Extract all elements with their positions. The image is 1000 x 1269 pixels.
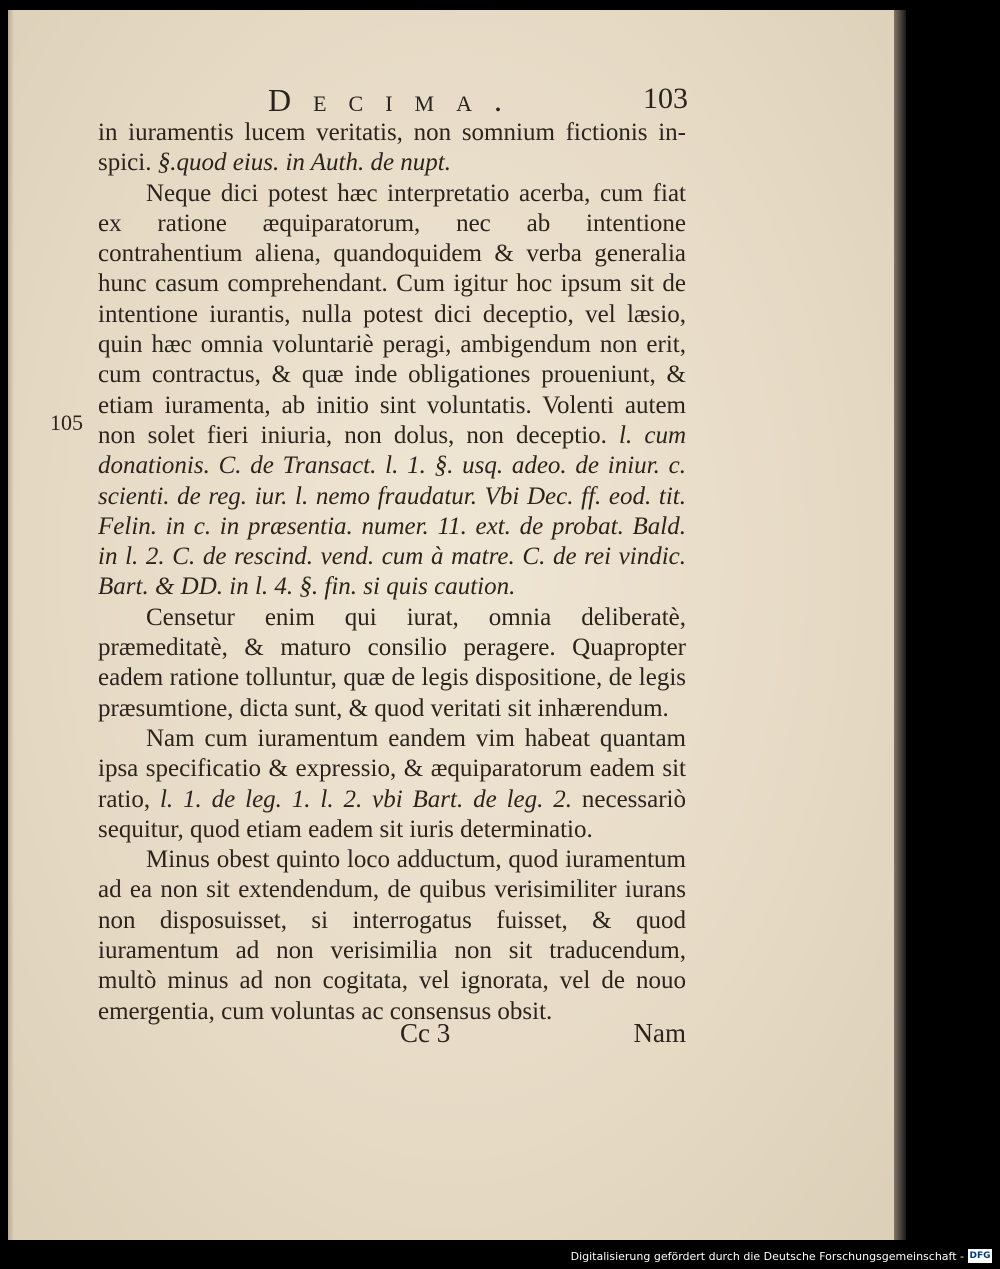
signature-mark: Cc 3 [400, 1018, 451, 1048]
digitization-credit: Digitalisierung gefördert durch die Deutsche Forschungsgemeinschaft - [570, 1250, 964, 1263]
paragraph-2-text: Neque dici potest hæc interpretatio acerba, cum fiat ex ratione æquiparatorum, nec ab intentione contrahentium aliena, quandoquidem & verba generalia hunc casum comprehendant. Cum igitur hoc ipsum sit de intentione iurantis, nulla potest dici deceptio, vel læsio, quin hæc omnia voluntariè peragi, ambigendum non erit, cum contractus, & quæ inde obligationes proueniunt, & etiam iuramenta, ab initio sint voluntatis. Volenti autem non solet fieri iniuria, non dolus, non deceptio. [98, 179, 686, 449]
paragraph-1-line-1: in iuramentis lucem veritatis, non somnium fictionis in- [98, 119, 686, 146]
paragraph-2-citation: l. cum donationis. C. de Transact. l. 1. §. usq. adeo. de iniur. c. scienti. de reg. iur. l. nemo fraudatur. Vbi Dec. ff. eod. tit. Felin. in c. in præsentia. numer. 11. ext. de probat. Bald. in l. 2. C. de rescind. vend. cum à matre. C. de rei vindic. Bart. & DD. in l. 4. §. fin. si quis caution. [98, 421, 686, 601]
page-edge [894, 10, 906, 1240]
paragraph-1-citation: §.quod eius. in Auth. de nupt. [157, 149, 451, 177]
page-footer-line [400, 1018, 686, 1054]
margin-note: 105 [50, 410, 83, 435]
page-gutter-shadow [8, 10, 14, 1240]
running-title: Decima. [268, 82, 524, 118]
page-number: 103 [643, 82, 688, 115]
paragraph-4 [98, 724, 686, 845]
dfg-logo: DFG [969, 1251, 991, 1261]
paragraph-4-text-b: necessariò sequitur, quod etiam eadem sit iuris determinatio. [98, 785, 686, 843]
catchword: Nam [633, 1018, 686, 1048]
paragraph-1-line-2: spici. [98, 149, 158, 177]
paragraph-2 [98, 179, 686, 603]
main-text [98, 118, 686, 1027]
paragraph-4-text-a: Nam cum iuramentum eandem vim habeat quantam ipsa specificatio & expressio, & æquiparatorum eadem sit ratio, [98, 724, 686, 813]
paragraph-3: Censetur enim qui iurat, omnia deliberatè, præmeditatè, & maturo consilio peragere. Quapropter eadem ratione tolluntur, quæ de legis dispositione, de legis præsumtione, dicta sunt, & quod veritati sit inhærendum. [98, 603, 686, 722]
page-header [268, 82, 688, 122]
paragraph-1 [98, 118, 686, 179]
paragraph-4-citation: l. 1. de leg. 1. l. 2. vbi Bart. de leg. 2. [159, 785, 572, 813]
paragraph-5: Minus obest quinto loco adductum, quod iuramentum ad ea non sit extendendum, de quibus verisimiliter iurans non disposuisset, si interrogatus fuisset, & quod iuramentum ad non verisimilia non sit traducendum, multò minus ad non cogitata, vel ignorata, vel de nouo emergentia, cum voluntas ac consensus obsit. [98, 846, 686, 1025]
